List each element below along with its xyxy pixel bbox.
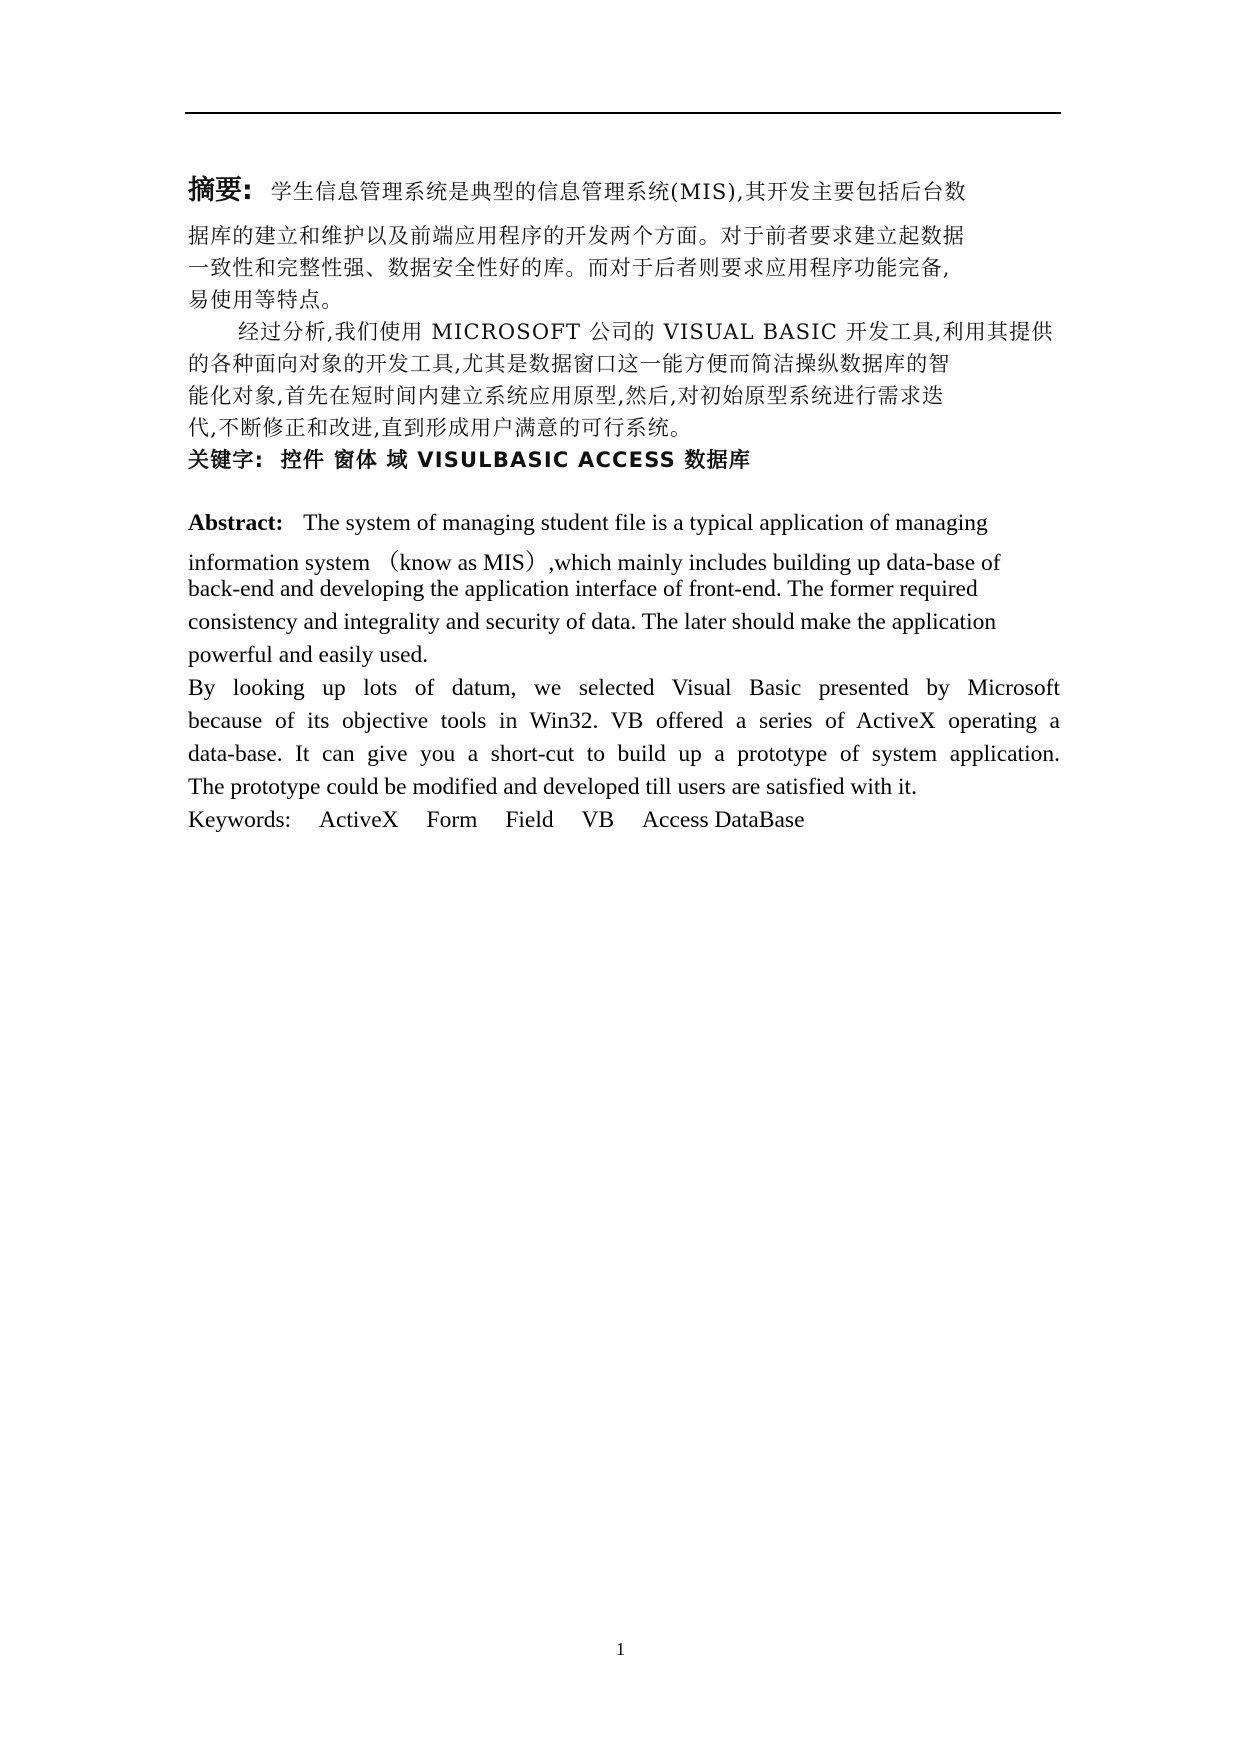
en-keywords-label: Keywords:	[188, 807, 292, 833]
en-abstract-line: powerful and easily used.	[188, 642, 429, 668]
cn-keywords: 控件 窗体 域 VISULBASIC ACCESS 数据库	[280, 448, 752, 472]
cn-abstract-line: 能化对象,首先在短时间内建立系统应用原型,然后,对初始原型系统进行需求迭	[188, 384, 945, 408]
cn-abstract-line: 易使用等特点。	[188, 288, 344, 312]
en-keyword: Form	[426, 807, 478, 833]
en-keywords-line	[188, 807, 805, 834]
en-abstract-line: consistency and integrality and security of data. The later should make the application	[188, 609, 997, 635]
cn-abstract-line: 据库的建立和维护以及前端应用程序的开发两个方面。对于前者要求建立起数据	[188, 224, 965, 248]
header-rule	[185, 112, 1061, 114]
cn-abstract-line: 一致性和完整性强、数据安全性好的库。而对于后者则要求应用程序功能完备,	[188, 256, 951, 280]
page-number: 1	[616, 1639, 625, 1659]
en-abstract-text: The system of managing student file is a typical application of managing	[303, 510, 988, 536]
cn-abstract-text: 学生信息管理系统是典型的信息管理系统(MIS),其开发主要包括后台数	[270, 180, 967, 204]
cn-abstract-line: 的各种面向对象的开发工具,尤其是数据窗口这一能方便而简洁操纵数据库的智	[188, 352, 951, 376]
en-keyword: Field	[505, 807, 554, 833]
cn-abstract-heading: 摘要:	[188, 175, 253, 206]
en-keyword: Access DataBase	[642, 807, 805, 833]
en-keyword: ActiveX	[319, 807, 399, 833]
en-abstract-line: because of its objective tools in Win32. VB offered a series of ActiveX operating a	[188, 708, 1060, 734]
cn-keywords-label: 关键字:	[188, 448, 265, 472]
en-abstract-label: Abstract:	[188, 510, 284, 536]
cn-abstract-line: 代,不断修正和改进,直到形成用户满意的可行系统。	[188, 416, 693, 440]
en-abstract-line: The prototype could be modified and developed till users are satisfied with it.	[188, 774, 917, 800]
en-abstract-line: data-base. It can give you a short-cut to build up a prototype of system application.	[188, 741, 1060, 767]
en-abstract-line: information system （know as MIS）,which mainly includes building up data-base of	[188, 550, 1001, 576]
en-abstract-line: back-end and developing the application interface of front-end. The former required	[188, 576, 978, 602]
en-keyword: VB	[581, 807, 615, 833]
cn-abstract-line	[188, 168, 967, 207]
cn-abstract-paragraph-start: 经过分析,我们使用 MICROSOFT 公司的 VISUAL BASIC 开发工具,利用其提供	[238, 320, 1054, 344]
en-abstract-line	[188, 510, 988, 537]
en-abstract-line: By looking up lots of datum, we selected Visual Basic presented by Microsoft	[188, 675, 1060, 701]
cn-keywords-line	[188, 444, 751, 474]
